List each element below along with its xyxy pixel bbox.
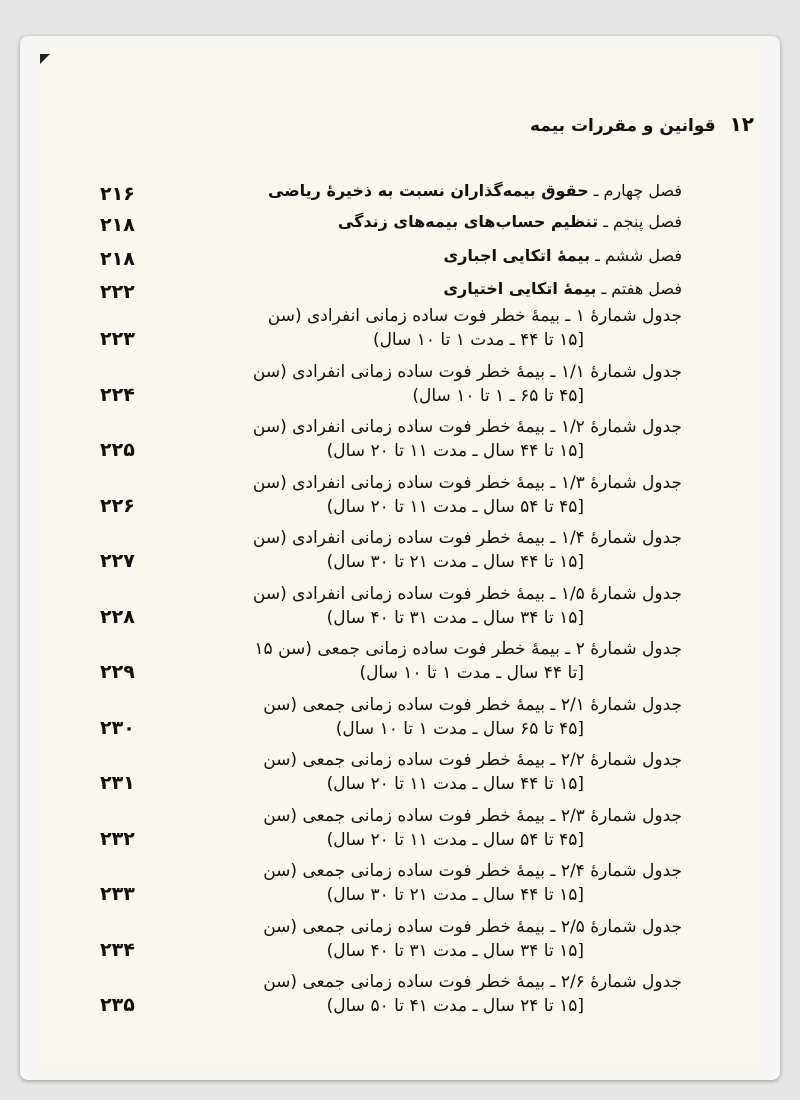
scan-corner-mark — [40, 54, 50, 64]
table-entry-line1: جدول شمارهٔ ۱/۲ ـ بیمهٔ خطر فوت ساده زمانی انفرادی (سن — [252, 417, 682, 437]
table-entry-line2: [۱۵ تا ۳۴ سال ـ مدت ۳۱ تا ۴۰ سال) — [326, 608, 584, 628]
table-entry-line2: [۴۵ تا ۵۴ سال ـ مدت ۱۱ تا ۲۰ سال) — [326, 830, 584, 850]
table-entry-line2: [۱۵ تا ۲۴ سال ـ مدت ۴۱ تا ۵۰ سال) — [326, 996, 584, 1016]
table-entry-line1: جدول شمارهٔ ۱/۱ ـ بیمهٔ خطر فوت ساده زمانی انفرادی (سن — [252, 362, 682, 382]
table-entry-line2: [۱۵ تا ۴۴ سال ـ مدت ۲۱ تا ۳۰ سال) — [326, 885, 584, 905]
table-page-number: ۲۳۴ — [100, 939, 135, 961]
table-page-number: ۲۳۰ — [100, 717, 135, 739]
table-entry-line1: جدول شمارهٔ ۱/۴ ـ بیمهٔ خطر فوت ساده زمانی انفرادی (سن — [252, 528, 682, 548]
table-entry-line1: جدول شمارهٔ ۲/۴ ـ بیمهٔ خطر فوت ساده زمانی جمعی (سن — [263, 861, 682, 881]
table-entry-line2: [۴۵ تا ۵۴ سال ـ مدت ۱۱ تا ۲۰ سال) — [326, 497, 584, 517]
table-entry-line2: [۴۵ تا ۶۵ ـ ۱ تا ۱۰ سال) — [412, 386, 584, 406]
section-title: بیمهٔ اتکایی اجباری — [443, 246, 591, 265]
section-title: حقوق بیمه‌گذاران نسبت به ذخیرهٔ ریاضی — [268, 181, 589, 200]
table-page-number: ۲۲۷ — [100, 550, 135, 572]
table-entry-line1: جدول شمارهٔ ۱/۳ ـ بیمهٔ خطر فوت ساده زمانی انفرادی (سن — [252, 473, 682, 493]
table-page-number: ۲۳۵ — [100, 994, 135, 1016]
section-entry — [338, 212, 682, 231]
table-entry-line1: جدول شمارهٔ ۱ ـ بیمهٔ خطر فوت ساده زمانی انفرادی (سن — [267, 306, 682, 326]
table-page-number: ۲۲۳ — [100, 328, 135, 350]
section-title: بیمهٔ اتکایی اختیاری — [443, 279, 597, 298]
header-title: قوانین و مقررات بیمه — [530, 116, 716, 136]
table-page-number: ۲۲۵ — [100, 439, 135, 461]
table-entry-line1: جدول شمارهٔ ۲/۱ ـ بیمهٔ خطر فوت ساده زمانی جمعی (سن — [263, 695, 682, 715]
section-label: فصل چهارم ـ — [593, 181, 682, 200]
table-entry-line1: جدول شمارهٔ ۲/۳ ـ بیمهٔ خطر فوت ساده زمانی جمعی (سن — [263, 806, 682, 826]
section-entry — [444, 246, 682, 265]
table-page-number: ۲۳۳ — [100, 883, 135, 905]
table-page-number: ۲۲۸ — [100, 606, 135, 628]
header-page-number: ۱۲ — [729, 112, 754, 136]
section-title: تنظیم حساب‌های بیمه‌های زندگی — [337, 212, 599, 231]
table-page-number: ۲۳۱ — [100, 772, 135, 794]
section-entry — [268, 181, 682, 200]
table-entry-line1: جدول شمارهٔ ۲ ـ بیمهٔ خطر فوت ساده زمانی جمعی (سن ۱۵ — [254, 639, 682, 659]
section-label: فصل هفتم ـ — [601, 279, 682, 298]
section-page-number: ۲۱۸ — [100, 214, 135, 236]
table-entry-line2: [۱۵ تا ۴۴ سال ـ مدت ۱۱ تا ۲۰ سال) — [326, 774, 584, 794]
section-label: فصل پنجم ـ — [603, 212, 682, 231]
table-entry-line1: جدول شمارهٔ ۲/۵ ـ بیمهٔ خطر فوت ساده زمانی جمعی (سن — [263, 917, 682, 937]
table-entry-line2: [۱۵ تا ۳۴ سال ـ مدت ۳۱ تا ۴۰ سال) — [326, 941, 584, 961]
table-entry-line1: جدول شمارهٔ ۲/۲ ـ بیمهٔ خطر فوت ساده زمانی جمعی (سن — [263, 750, 682, 770]
table-entry-line2: [تا ۴۴ سال ـ مدت ۱ تا ۱۰ سال) — [359, 663, 584, 683]
table-entry-line2: [۱۵ تا ۴۴ ـ مدت ۱ تا ۱۰ سال) — [372, 330, 584, 350]
running-header — [530, 112, 754, 136]
table-page-number: ۲۲۶ — [100, 495, 135, 517]
table-page-number: ۲۲۴ — [100, 384, 135, 406]
section-entry — [443, 279, 682, 298]
table-entry-line1: جدول شمارهٔ ۱/۵ ـ بیمهٔ خطر فوت ساده زمانی انفرادی (سن — [252, 584, 682, 604]
section-page-number: ۲۲۲ — [100, 281, 135, 303]
section-label: فصل ششم ـ — [595, 246, 682, 265]
table-entry-line1: جدول شمارهٔ ۲/۶ ـ بیمهٔ خطر فوت ساده زمانی جمعی (سن — [263, 972, 682, 992]
section-page-number: ۲۱۶ — [100, 183, 135, 205]
table-page-number: ۲۲۹ — [100, 661, 135, 683]
table-entry-line2: [۱۵ تا ۴۴ سال ـ مدت ۱۱ تا ۲۰ سال) — [326, 441, 584, 461]
table-entry-line2: [۴۵ تا ۶۵ سال ـ مدت ۱ تا ۱۰ سال) — [335, 719, 584, 739]
table-page-number: ۲۳۲ — [100, 828, 135, 850]
section-page-number: ۲۱۸ — [100, 248, 135, 270]
table-entry-line2: [۱۵ تا ۴۴ سال ـ مدت ۲۱ تا ۳۰ سال) — [326, 552, 584, 572]
